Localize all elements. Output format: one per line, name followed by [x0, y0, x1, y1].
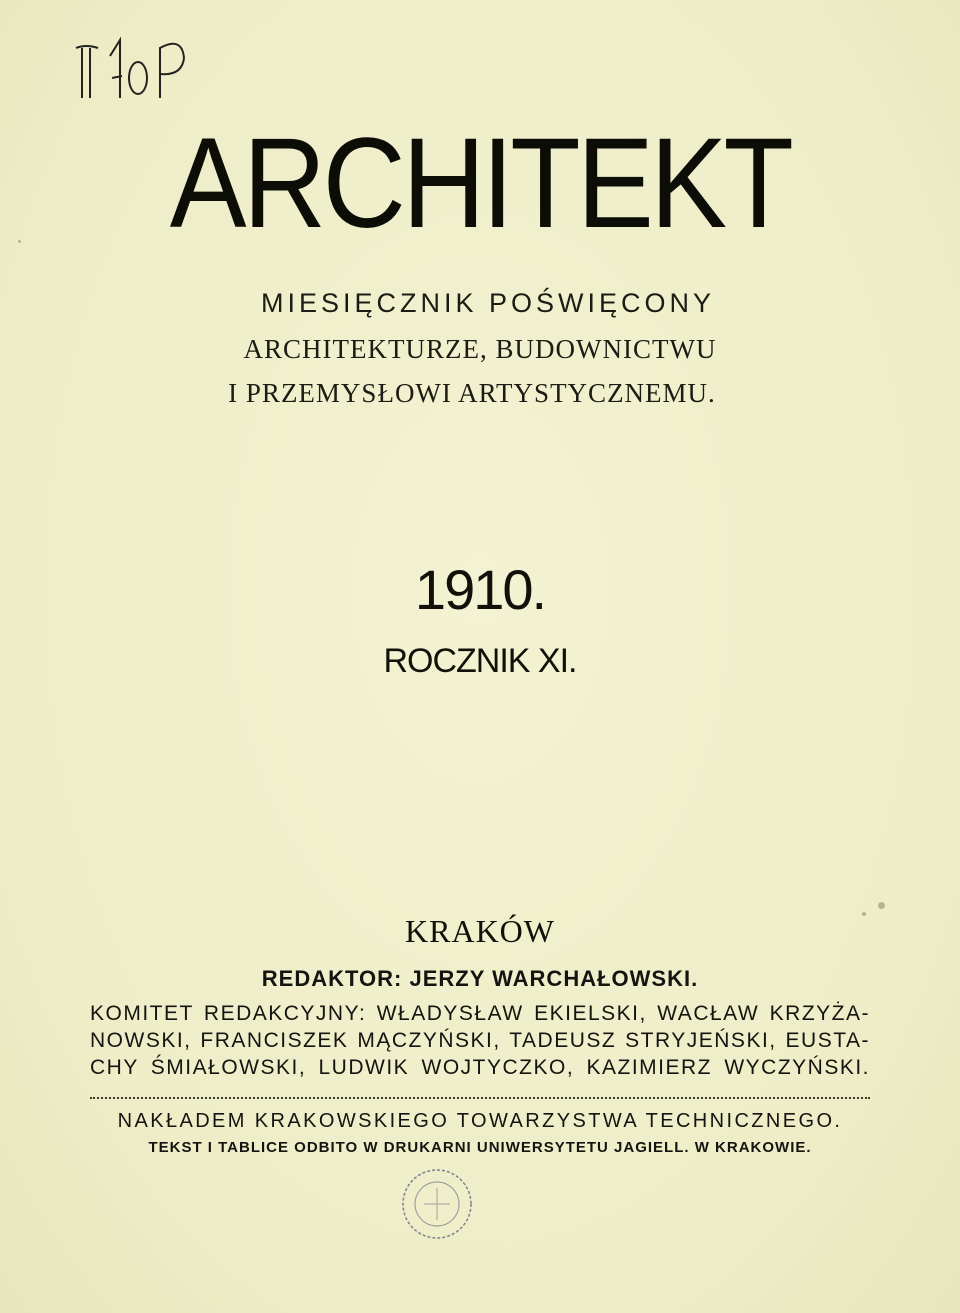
publisher-line: NAKŁADEM KRAKOWSKIEGO TOWARZYSTWA TECHNICZNEGO. [117, 1110, 843, 1132]
committee-line-2: NOWSKI, FRANCISZEK MĄCZYŃSKI, TADEUSZ STRYJEŃSKI, EUSTA- [90, 1029, 870, 1052]
printer-line: TEKST I TABLICE ODBITO W DRUKARNI UNIWERSYTETU JAGIELL. W KRAKOWIE. [148, 1139, 812, 1156]
page-title: ARCHITEKT [169, 112, 791, 255]
paper-spot [878, 902, 885, 909]
volume-number: ROCZNIK XI. [383, 642, 577, 680]
divider-rule [90, 1097, 870, 1099]
handwritten-shelfmark [72, 18, 212, 98]
paper-spot [18, 240, 21, 243]
subtitle-line-3: I PRZEMYSŁOWI ARTYSTYCZNEMU. [228, 378, 716, 408]
committee-line-3: CHY ŚMIAŁOWSKI, LUDWIK WOJTYCZKO, KAZIMIERZ WYCZYŃSKI. [90, 1056, 870, 1079]
committee-line-1: KOMITET REDAKCYJNY: WŁADYSŁAW EKIELSKI, WACŁAW KRZYŻA- [90, 1002, 870, 1025]
publication-year: 1910. [414, 558, 546, 621]
publication-city: KRAKÓW [405, 913, 555, 949]
subtitle-line-2: ARCHITEKTURZE, BUDOWNICTWU [243, 334, 717, 364]
subtitle-line-1: MIESIĘCZNIK POŚWIĘCONY [260, 288, 716, 318]
editorial-committee [90, 1000, 870, 1081]
editor-line: REDAKTOR: JERZY WARCHAŁOWSKI. [261, 966, 699, 991]
library-stamp-icon [392, 1164, 482, 1244]
paper-spot [862, 912, 866, 916]
